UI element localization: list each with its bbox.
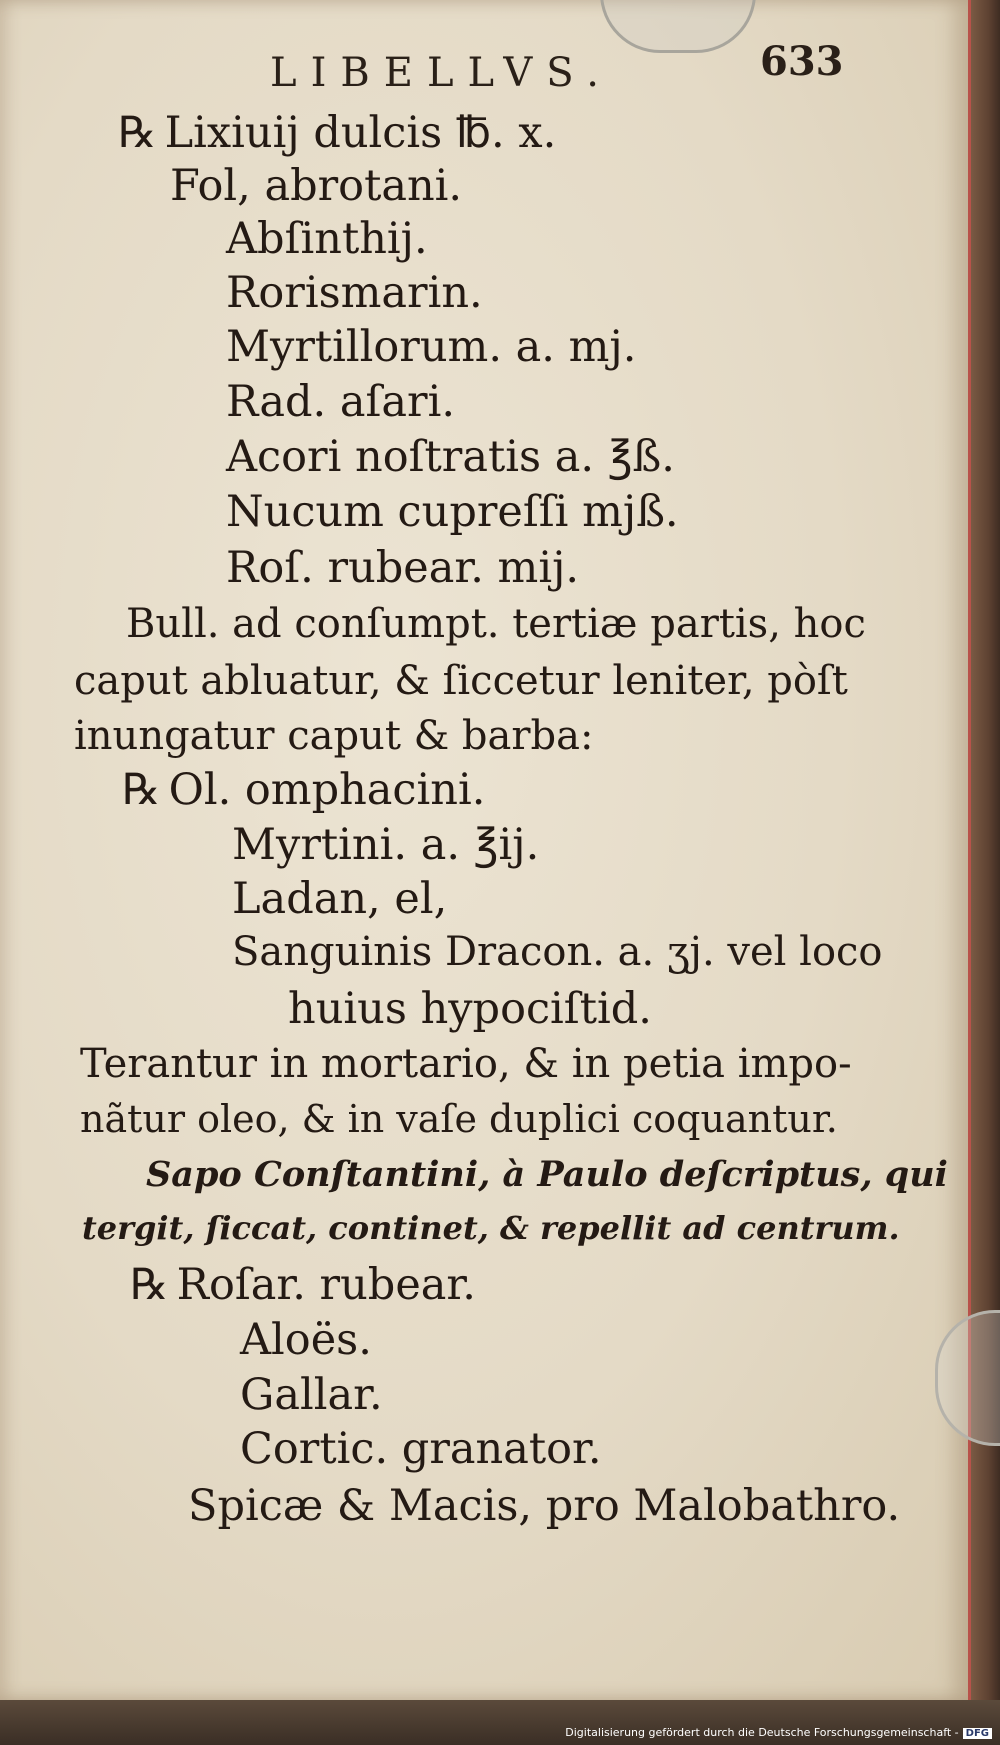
text-line: Ladan, el, [232, 874, 448, 924]
digitization-credit: Digitalisierung gefördert durch die Deutsche Forschungsgemeinschaft - DFG [565, 1726, 992, 1739]
text-line: nãtur oleo, & in vaſe duplici coquantur. [80, 1097, 838, 1141]
text-line: huius hypociſtid. [288, 984, 652, 1034]
text-line: Cortic. granator. [240, 1424, 602, 1474]
text-line-italic: Sapo Conſtantini, à Paulo deſcriptus, qui [146, 1154, 948, 1195]
page-number: 633 [760, 38, 844, 85]
text-line: Rorismarin. [226, 268, 483, 318]
text-line: Acori noſtratis a. ℥ß. [226, 432, 675, 482]
text-line: Nucum cupreſſi mjß. [226, 487, 679, 537]
text-line: Terantur in mortario, & in petia impo- [80, 1041, 852, 1087]
text-line: Bull. ad conſumpt. tertiæ partis, hoc [126, 601, 866, 647]
recipe-symbol: ℞ [118, 108, 157, 158]
text-line: Myrtini. a. ℥ij. [232, 820, 540, 870]
text-line: ℞ Roſar. rubear. [130, 1260, 476, 1310]
text-line: Myrtillorum. a. mj. [226, 322, 637, 372]
text-line: Gallar. [240, 1370, 383, 1420]
text-line: caput abluatur, & ſiccetur leniter, pòſt [74, 658, 848, 704]
text-line: ℞ Ol. omphacini. [122, 765, 486, 815]
text-line: Aloës. [240, 1315, 372, 1365]
text-line: Abſinthij. [226, 214, 428, 264]
text-line: Roſ. rubear. mij. [226, 543, 580, 593]
text-line: Sanguinis Dracon. a. ʒj. vel loco [232, 929, 883, 975]
running-title: LIBELLVS. [270, 50, 613, 96]
recipe-symbol: ℞ [122, 765, 161, 815]
text-line-italic: tergit, ſiccat, continet, & repellit ad centrum. [82, 1209, 900, 1247]
text-line: Spicæ & Macis, pro Malobathro. [188, 1481, 901, 1531]
recipe-symbol: ℞ [130, 1260, 169, 1310]
text-line: Rad. aſari. [226, 377, 456, 427]
dfg-logo: DFG [963, 1728, 992, 1739]
text-line: Fol, abrotani. [170, 161, 463, 211]
text-line: inungatur caput & barba: [74, 713, 594, 759]
text-line: ℞ Lixiuij dulcis ℔. x. [118, 108, 557, 158]
